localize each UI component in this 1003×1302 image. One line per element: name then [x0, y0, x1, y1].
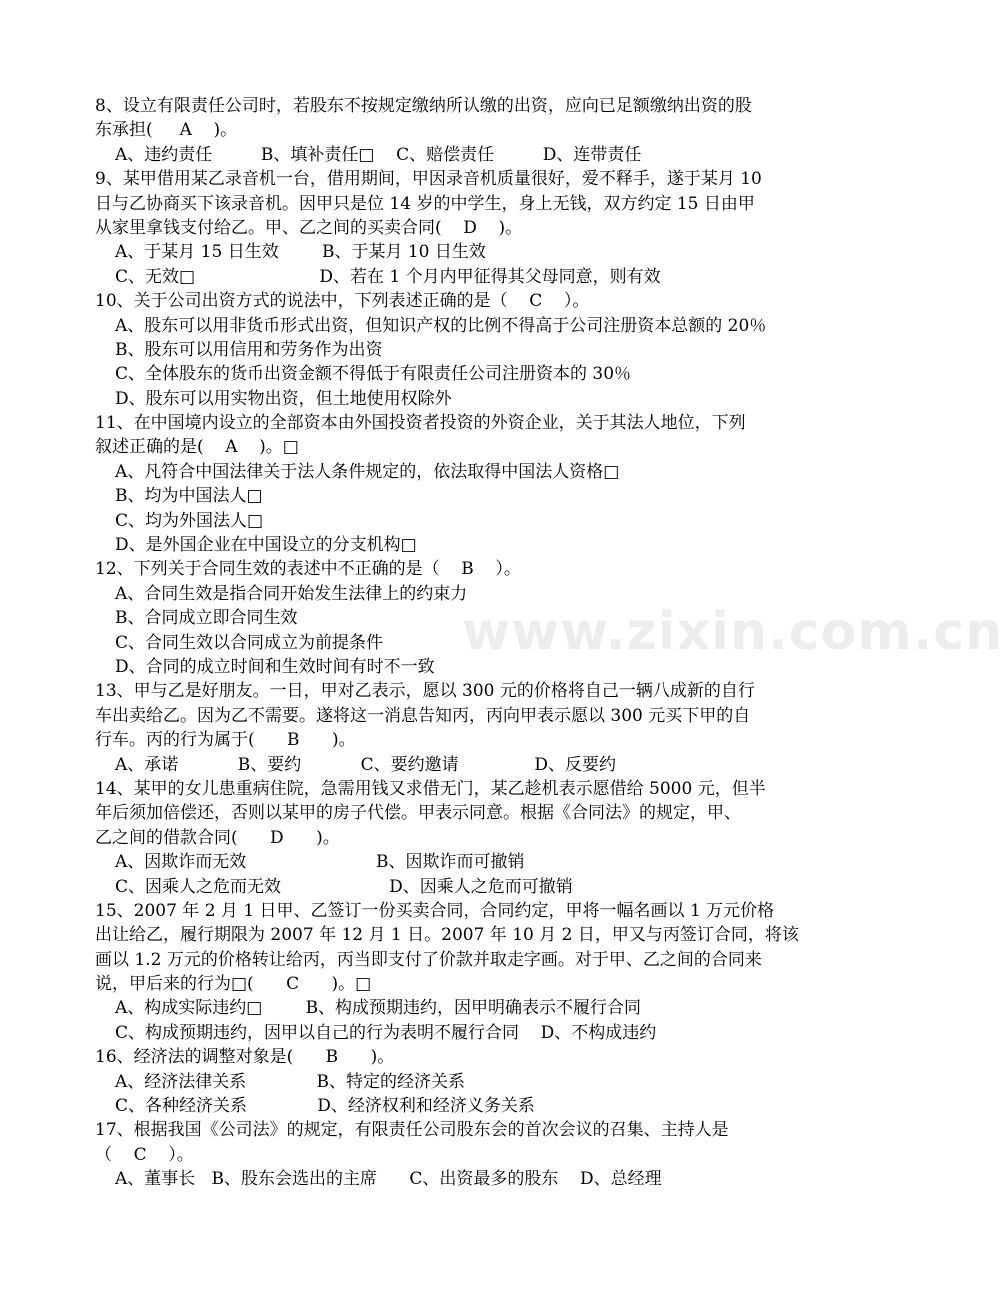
option-line: C、因乘人之危而无效 D、因乘人之危而可撤销	[115, 876, 573, 897]
option-line: A、董事长 B、股东会选出的主席 C、出资最多的股东 D、总经理	[115, 1169, 662, 1190]
question-line: 11、在中国境内设立的全部资本由外国投资者投资的外资企业，关于其法人地位，下列	[95, 413, 746, 434]
option-line: A、合同生效是指合同开始发生法律上的约束力	[115, 583, 468, 604]
option-line: A、因欺诈而无效 B、因欺诈而可撤销	[115, 852, 525, 873]
question-line: 14、某甲的女儿患重病住院，急需用钱又求借无门，某乙趁机表示愿借给 5000 元，但半	[95, 778, 766, 799]
option-line: D、股东可以用实物出资，但土地使用权除外	[115, 388, 452, 409]
question-line: 从家里拿钱支付给乙。甲、乙之间的买卖合同( D )。	[95, 217, 523, 238]
option-line: A、于某月 15 日生效 B、于某月 10 日生效	[115, 242, 486, 263]
question-line: 出让给乙，履行期限为 2007 年 12 月 1 日。2007 年 10 月 2 日，甲又与丙签订合同，将该	[95, 925, 799, 946]
option-line: B、股东可以用信用和劳务作为出资	[115, 339, 383, 360]
question-line: 13、甲与乙是好朋友。一日，甲对乙表示，愿以 300 元的价格将自己一辆八成新的自行	[95, 681, 755, 702]
question-line: 10、关于公司出资方式的说法中，下列表述正确的是（ C ）。	[95, 291, 590, 312]
question-line: 16、经济法的调整对象是( B )。	[95, 1047, 395, 1068]
option-line: A、构成实际违约□ B、构成预期违约，因甲明确表示不履行合同	[115, 998, 642, 1019]
option-line: C、构成预期违约，因甲以自己的行为表明不履行合同 D、不构成违约	[115, 1022, 657, 1043]
question-line: 年后须加倍偿还，否则以某甲的房子代偿。甲表示同意。根据《合同法》的规定，甲、	[95, 803, 741, 824]
option-line: D、是外国企业在中国设立的分支机构□	[115, 535, 417, 556]
question-line: 东承担( A )。	[95, 120, 238, 141]
option-line: C、各种经济关系 D、经济权利和经济义务关系	[115, 1096, 535, 1117]
option-line: C、合同生效以合同成立为前提条件	[115, 632, 384, 653]
option-line: C、均为外国法人□	[115, 510, 264, 531]
question-line: 画以 1.2 万元的价格转让给丙，丙当即支付了价款并取走字画。对于甲、乙之间的合同来	[95, 949, 762, 970]
question-line: 叙述正确的是( A )。□	[95, 437, 299, 458]
question-line: 日与乙协商买下该录音机。因甲只是位 14 岁的中学生，身上无钱，双方约定 15 日由甲	[95, 193, 755, 214]
question-line: （ C ）。	[95, 1144, 194, 1165]
option-line: A、股东可以用非货币形式出资，但知识产权的比例不得高于公司注册资本总额的 20％	[115, 315, 767, 336]
watermark: www.zixin.com.cn	[462, 602, 1003, 662]
option-line: C、全体股东的货币出资金额不得低于有限责任公司注册资本的 30％	[115, 364, 632, 385]
question-line: 15、2007 年 2 月 1 日甲、乙签订一份买卖合同，合同约定，甲将一幅名画以 1 万元价格	[95, 900, 775, 921]
option-line: D、合同的成立时间和生效时间有时不一致	[115, 656, 435, 677]
question-line: 12、下列关于合同生效的表述中不正确的是（ B ）。	[95, 559, 521, 580]
option-line: A、凡符合中国法律关于法人条件规定的，依法取得中国法人资格□	[115, 461, 620, 482]
question-line: 乙之间的借款合同( D )。	[95, 827, 340, 848]
question-list	[95, 94, 815, 1192]
question-line: 9、某甲借用某乙录音机一台，借用期间，甲因录音机质量很好，爱不释手，遂于某月 10	[95, 169, 762, 190]
option-line: A、经济法律关系 B、特定的经济关系	[115, 1071, 466, 1092]
option-line: C、无效□ D、若在 1 个月内甲征得其父母同意，则有效	[115, 266, 661, 287]
question-line: 车出卖给乙。因为乙不需要。遂将这一消息告知丙，丙向甲表示愿以 300 元买下甲的自	[95, 705, 751, 726]
option-line: B、均为中国法人□	[115, 486, 263, 507]
option-line: A、违约责任 B、填补责任□ C、赔偿责任 D、连带责任	[115, 144, 642, 165]
question-line: 说，甲后来的行为□( C )。□	[95, 974, 372, 995]
question-line: 行车。丙的行为属于( B )。	[95, 730, 356, 751]
question-line: 17、根据我国《公司法》的规定，有限责任公司股东会的首次会议的召集、主持人是	[95, 1120, 729, 1141]
option-line: B、合同成立即合同生效	[115, 608, 298, 629]
option-line: A、承诺 B、要约 C、要约邀请 D、反要约	[115, 754, 616, 775]
question-line: 8、设立有限责任公司时，若股东不按规定缴纳所认缴的出资，应向已足额缴纳出资的股	[95, 96, 752, 116]
